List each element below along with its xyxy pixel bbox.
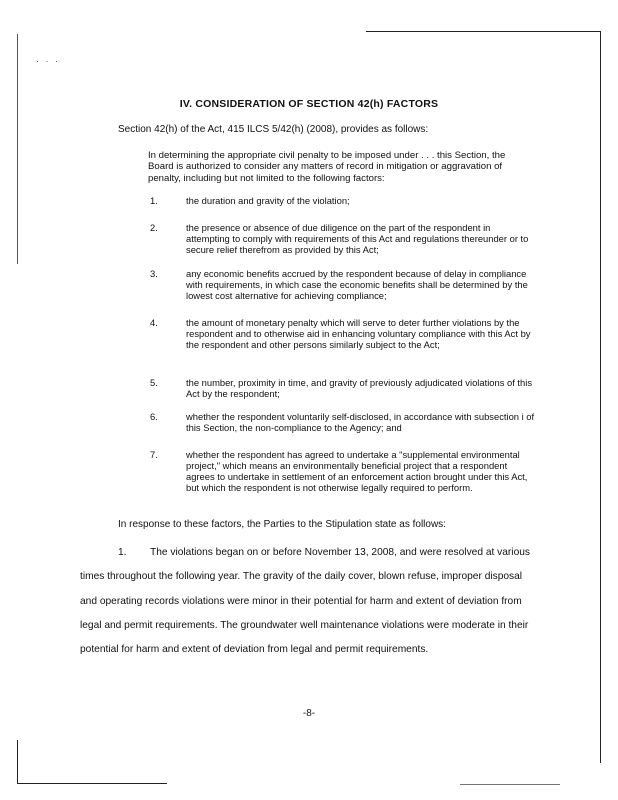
paragraph-body: The violations began on or before November 13, 2008, and were resolved at various times throughout the following year. The gravity of the daily cover, blown refuse, improper disposal and operating records violations were minor in their potential for harm and extent of deviation from legal and permit requirements. The groundwater well maintenance violations were moderate in their potential for harm and extent of deviation from legal and permit requirements. <box>80 547 530 656</box>
paragraph-text <box>80 541 538 662</box>
right-border-line <box>600 31 601 763</box>
factor-text: any economic benefits accrued by the respondent because of delay in compliance with requirements, in which case the economic benefits shall be determined by the lowest cost alternative for achieving compliance; <box>186 268 528 301</box>
factor-text: the amount of monetary penalty which will serve to deter further violations by the respondent and to otherwise aid in enhancing voluntary compliance with this Act by the respondent and other persons similarly subject to the Act; <box>186 317 531 350</box>
top-border-line <box>366 31 601 32</box>
factor-number: 1. <box>150 195 158 206</box>
factor-number: 5. <box>150 377 158 388</box>
factor-number: 2. <box>150 222 158 233</box>
paragraph-number: 1. <box>118 547 127 558</box>
left-border-line <box>17 34 18 264</box>
factor-number: 6. <box>150 411 158 422</box>
bottom-border-line-right <box>460 784 560 785</box>
page-number: -8- <box>302 708 316 719</box>
factor-number: 4. <box>150 317 158 328</box>
scan-speckles: · · · <box>36 56 60 66</box>
statute-quote: In determining the appropriate civil penalty to be imposed under . . . this Section, the Board is authorized to consider any matters of record in mitigation or aggravation of penalty, including but not limited to the following factors: <box>148 150 506 184</box>
left-border-line-lower <box>17 740 18 784</box>
factor-number: 3. <box>150 268 158 279</box>
factor-number: 7. <box>150 449 158 460</box>
factor-text: whether the respondent has agreed to undertake a "supplemental environmental project," which means an environmentally beneficial project that a respondent agrees to undertake in settlement of an enforcement action brought under this Act, but which the respondent is not otherwise legally required to perform. <box>186 449 528 493</box>
response-intro: In response to these factors, the Parties to the Stipulation state as follows: <box>118 519 446 530</box>
factor-text: the number, proximity in time, and gravity of previously adjudicated violations of this Act by the respondent; <box>186 377 533 399</box>
section-heading: IV. CONSIDERATION OF SECTION 42(h) FACTORS <box>179 98 439 110</box>
factor-text: the duration and gravity of the violation; <box>186 195 350 206</box>
factor-text: whether the respondent voluntarily self-disclosed, in accordance with subsection i of this Section, the non-compliance to the Agency; and <box>186 411 535 433</box>
intro-text: Section 42(h) of the Act, 415 ILCS 5/42(h) (2008), provides as follows: <box>118 124 429 135</box>
bottom-border-line <box>17 783 167 784</box>
factor-text: the presence or absence of due diligence on the part of the respondent in attempting to comply with requirements of this Act and regulations thereunder or to secure relief therefrom as provided by this Act; <box>186 222 529 255</box>
